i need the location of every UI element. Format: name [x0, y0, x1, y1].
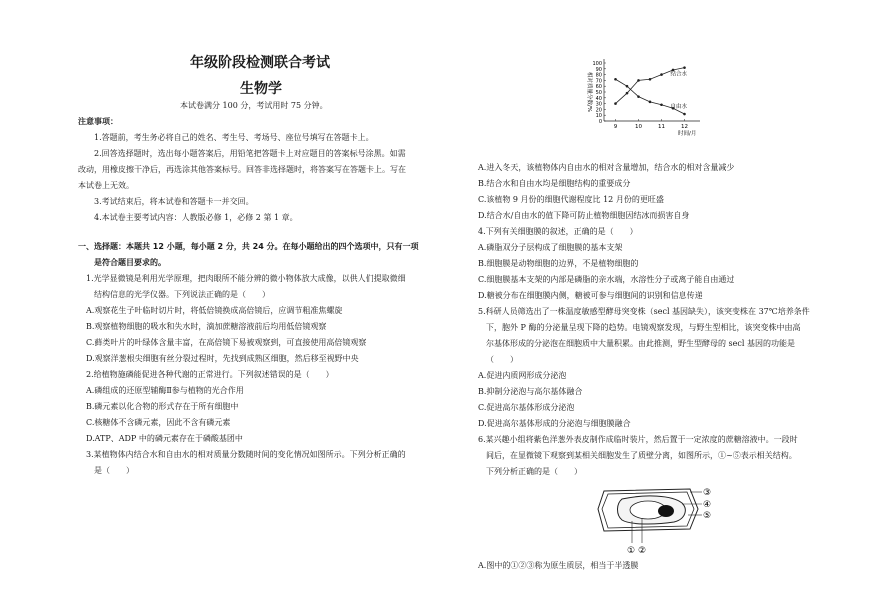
data-point — [649, 78, 652, 81]
data-point — [626, 92, 629, 95]
plasmolysis-cell-diagram — [590, 483, 720, 559]
q5-line-3: 尔基体形成的分泌泡在细胞质中大量积累。由此推测，野生型酵母的 secl 基因的功能是 — [486, 339, 795, 348]
q6-option-a: A.图中的①②③称为原生质层，相当于半透膜 — [478, 561, 639, 570]
q3-option-c: C.该植物 9 月份的细胞代谢程度比 12 月份的更旺盛 — [478, 195, 664, 204]
y-tick-label: 50 — [595, 90, 602, 96]
q1-option-c: C.藓类叶片的叶绿体含量丰富，在高倍镜下易被观察到，可直接使用高倍镜观察 — [86, 338, 367, 347]
note-1: 1.答题前，考生务必将自己的姓名、考生号、考场号、座位号填写在答题卡上。 — [94, 133, 374, 142]
q5-line-4: （ ） — [486, 355, 518, 364]
q2-option-a: A.磷组成的还原型辅酶Ⅱ参与植物的光合作用 — [86, 386, 244, 395]
q3-stem-b: 是（ ） — [94, 466, 134, 475]
q4-stem: 4.下列有关细胞膜的叙述，正确的是（ ） — [478, 227, 638, 236]
data-point — [683, 113, 686, 116]
q2-option-c: C.核糖体不含磷元素，因此不含有磷元素 — [86, 418, 231, 427]
q1-stem-a: 1.光学显微镜是利用光学原理，把肉眼所不能分辨的微小物体放大成像，以供人们提取微细 — [86, 274, 406, 283]
label-5: ⑤ — [703, 511, 712, 521]
exam-info: 本试卷满分 100 分，考试用时 75 分钟。 — [180, 101, 328, 110]
data-point — [660, 73, 663, 76]
data-point — [660, 103, 663, 106]
x-tick-label: 9 — [613, 124, 618, 130]
q5-option-b: B.抑制分泌泡与高尔基体融合 — [478, 387, 583, 396]
y-tick-label: 70 — [595, 78, 602, 85]
q2-option-b: B.磷元素以化合物的形式存在于所有细胞中 — [86, 402, 239, 411]
data-point — [626, 85, 629, 88]
q5-option-d: D.促进高尔基体形成的分泌泡与细胞膜融合 — [478, 419, 631, 428]
q3-option-a: A.进入冬天，该植物体内自由水的相对含量增加，结合水的相对含量减少 — [478, 163, 735, 172]
y-tick-label: 30 — [595, 101, 602, 108]
q3-option-b: B.结合水和自由水均是细胞结构的重要成分 — [478, 179, 631, 188]
q1-option-d: D.观察洋葱根尖细胞有丝分裂过程时，先找到成熟区细胞，然后移至视野中央 — [86, 354, 359, 363]
q4-option-d: D.糖被分布在细胞膜内侧，糖被可参与细胞间的识别和信息传递 — [478, 291, 703, 300]
y-tick-label: 40 — [595, 95, 602, 102]
series-label: 结合水 — [670, 71, 688, 78]
x-tick-label: 11 — [658, 124, 665, 130]
q1-option-a: A.观察花生子叶临时切片时，将低倍镜换成高倍镜后，应调节粗准焦螺旋 — [86, 306, 343, 315]
data-point — [637, 95, 640, 98]
y-tick-label: 60 — [595, 84, 602, 91]
label-2: ② — [638, 546, 647, 556]
data-point — [683, 66, 686, 69]
series-label: 自由水 — [670, 104, 688, 111]
data-point — [637, 79, 640, 82]
q5-line-1: 5.科研人员筛选出了一株温度敏感型酵母突变株（secl 基因缺失），该突变株在 37℃培养条件 — [478, 307, 810, 316]
y-tick-label: 20 — [595, 107, 602, 114]
q5-option-c: C.促进高尔基体形成分泌泡 — [478, 403, 575, 412]
q6-line-3: 下列分析正确的是（ ） — [486, 467, 582, 476]
y-axis-label: 相对质量分数/% — [586, 71, 592, 113]
y-tick-label: 0 — [598, 119, 602, 125]
data-point — [614, 102, 617, 105]
q6-line-2: 间后，在显微镜下观察到某相关细胞发生了质壁分离，如图所示，①~⑤表示相关结构。 — [486, 451, 797, 460]
y-tick-label: 10 — [595, 113, 602, 120]
exam-title: 年级阶段检测联合考试 — [190, 55, 330, 71]
section1-heading-b: 是符合题目要求的。 — [94, 258, 166, 267]
label-3: ③ — [703, 488, 712, 498]
x-tick-label: 10 — [635, 124, 642, 130]
x-axis-label: 时间/月 — [678, 131, 697, 137]
note-4: 4.本试卷主要考试内容：人教版必修 1，必修 2 第 1 章。 — [94, 213, 298, 222]
q4-option-c: C.细胞膜基本支架的内部是磷脂的亲水端，水溶性分子或离子能自由通过 — [478, 275, 735, 284]
label-4: ④ — [703, 500, 712, 510]
label-1: ① — [627, 546, 636, 556]
q6-line-1: 6.某兴趣小组将紫色洋葱外表皮制作成临时装片，然后置于一定浓度的蔗糖溶液中。一段时 — [478, 435, 798, 444]
nucleus — [658, 505, 674, 517]
notes-heading: 注意事项： — [78, 117, 118, 126]
y-tick-label: 80 — [595, 72, 602, 79]
note-2b: 改动，用橡皮擦干净后，再选涂其他答案标号。回答非选择题时，将答案写在答题卡上。写在 — [78, 165, 406, 174]
q4-option-b: B.细胞膜是动物细胞的边界，不是植物细胞的 — [478, 259, 639, 268]
q1-option-b: B.观察植物细胞的吸水和失水时，滴加蔗糖溶液前后均用低倍镜观察 — [86, 322, 327, 331]
q5-option-a: A.促进内质网形成分泌泡 — [478, 371, 567, 380]
q5-line-2: 下，胞外 P 酶的分泌量呈现下降的趋势。电镜观察发现，与野生型相比，该突变株中由高 — [486, 323, 801, 332]
note-3: 3.考试结束后，将本试卷和答题卡一并交回。 — [94, 197, 254, 206]
q1-stem-b: 结构信息的光学仪器。下列说法正确的是（ ） — [94, 290, 270, 299]
note-2a: 2.回答选择题时，选出每小题答案后，用铅笔把答题卡上对应题目的答案标号涂黑。如需 — [94, 149, 406, 158]
q3-stem-a: 3.某植物体内结合水和自由水的相对质量分数随时间的变化情况如图所示。下列分析正确的 — [86, 450, 406, 459]
section1-heading-a: 一、选择题：本题共 12 小题，每小题 2 分，共 24 分。在每小题给出的四个选项中，只有一项 — [78, 242, 419, 251]
q2-stem: 2.给植物施磷能促进各种代谢的正常进行。下列叙述错误的是（ ） — [86, 370, 334, 379]
q3-option-d: D.结合水/自由水的值下降可防止植物细胞因结冰而损害自身 — [478, 211, 690, 220]
y-tick-label: 100 — [592, 61, 602, 67]
note-2c: 本试卷上无效。 — [78, 181, 134, 190]
x-tick-label: 12 — [681, 124, 688, 130]
water-content-chart — [580, 55, 710, 165]
q2-option-d: D.ATP、ADP 中的磷元素存在于磷酸基团中 — [86, 434, 243, 443]
data-point — [614, 78, 617, 81]
subject-title: 生物学 — [240, 81, 282, 97]
q4-option-a: A.磷脂双分子层构成了细胞膜的基本支架 — [478, 243, 623, 252]
data-point — [649, 101, 652, 104]
y-tick-label: 90 — [595, 66, 602, 73]
